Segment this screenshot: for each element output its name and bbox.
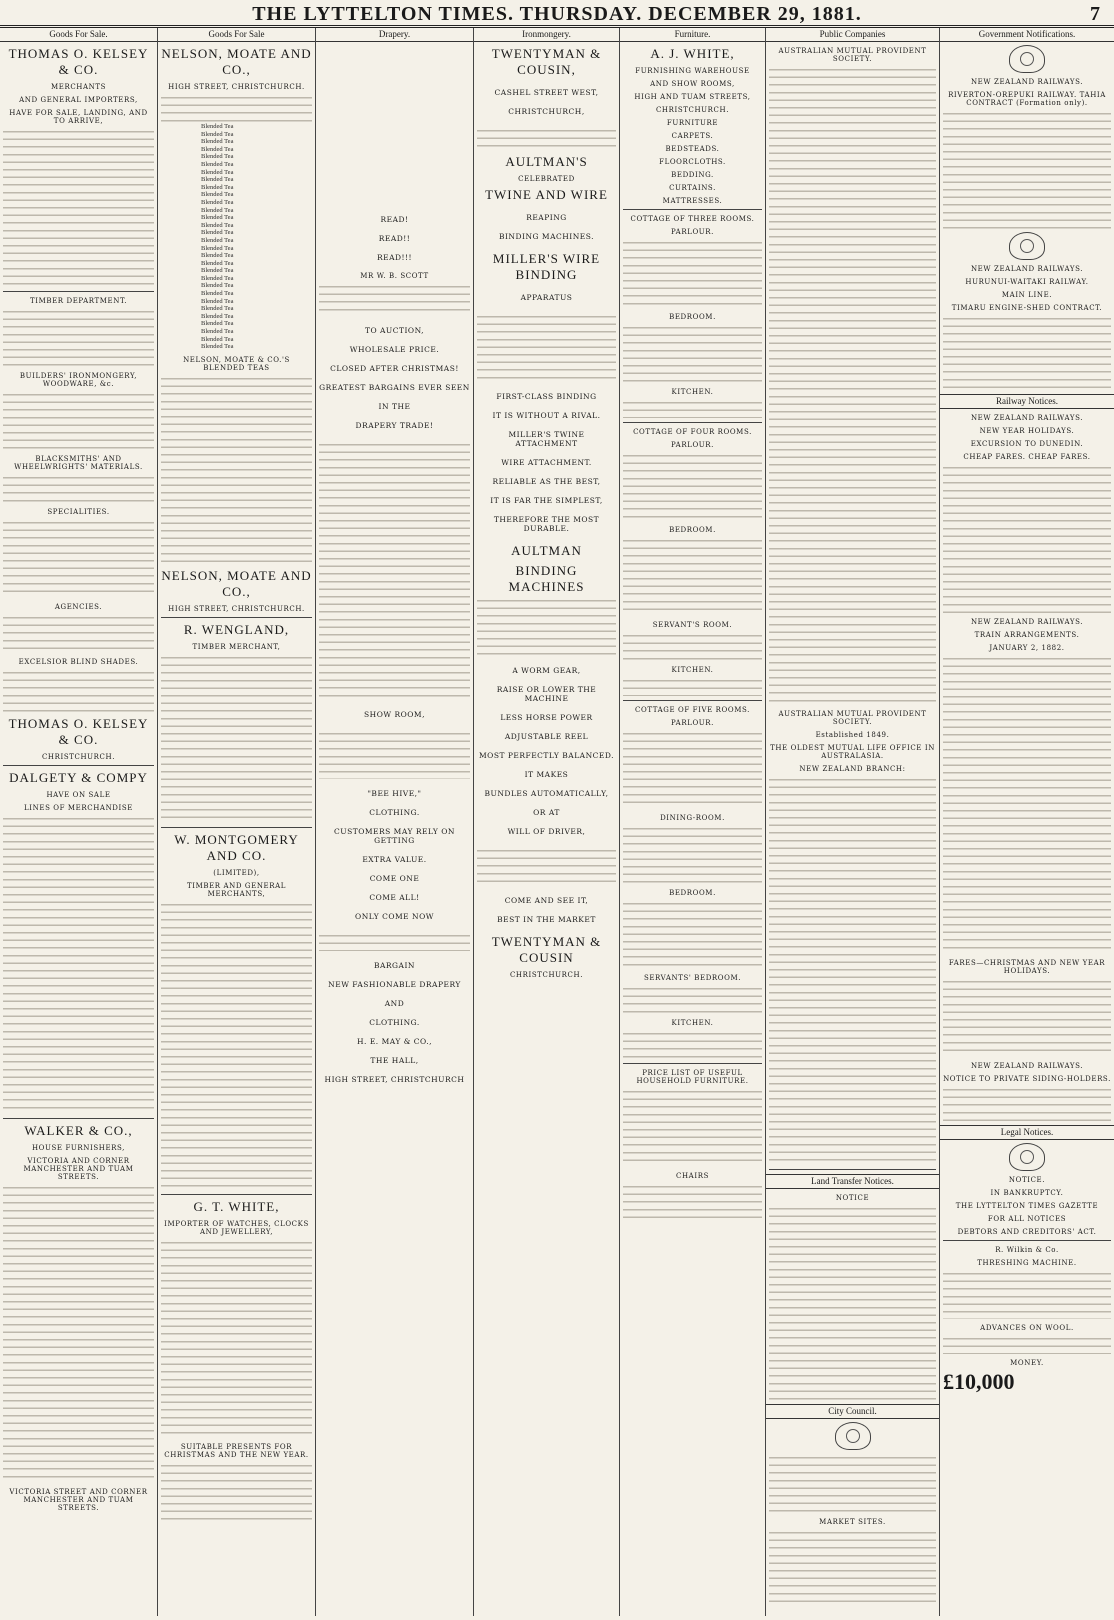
royal-arms-icon bbox=[1009, 1143, 1045, 1171]
notice-body-text bbox=[943, 314, 1111, 394]
notice-heading: NEW ZEALAND RAILWAYS. bbox=[970, 414, 1084, 422]
ad-shout: CUSTOMERS MAY RELY ON GETTING bbox=[334, 827, 455, 845]
notice-heading: NEW ZEALAND RAILWAYS. bbox=[970, 265, 1084, 273]
room-heading: KITCHEN. bbox=[671, 388, 714, 396]
ad-body-text bbox=[3, 613, 154, 653]
divider bbox=[161, 617, 312, 618]
notice-heading: NEW ZEALAND RAILWAYS. bbox=[970, 1062, 1084, 1070]
room-heading: KITCHEN. bbox=[671, 666, 714, 674]
ad-shout: IT IS WITHOUT A RIVAL. bbox=[492, 411, 601, 420]
ad-subtitle: LINES OF MERCHANDISE bbox=[24, 804, 133, 812]
notice-subtitle: MAIN LINE. bbox=[1001, 291, 1053, 299]
column-header: Furniture. bbox=[620, 28, 765, 42]
section-header: Railway Notices. bbox=[940, 394, 1114, 409]
room-heading: BEDROOM. bbox=[669, 889, 716, 897]
blended-tea-line: Blended Tea bbox=[201, 214, 234, 222]
ad-shout: FURNITURE bbox=[666, 119, 719, 127]
money-amount: £10,000 bbox=[943, 1369, 1015, 1394]
advertiser-name: WALKER & CO., bbox=[24, 1123, 133, 1138]
ad-subtitle: CELEBRATED bbox=[518, 175, 575, 183]
columns bbox=[0, 28, 1114, 1616]
blended-tea-line: Blended Tea bbox=[201, 244, 234, 252]
column-header: Goods For Sale. bbox=[0, 28, 157, 42]
ad-body-text bbox=[161, 653, 312, 823]
royal-arms-icon bbox=[1009, 232, 1045, 260]
ad-subtitle: HIGH AND TUAM STREETS, bbox=[634, 93, 751, 101]
blended-tea-line: Blended Tea bbox=[201, 145, 234, 153]
ad-shout: DRAPERY TRADE! bbox=[355, 421, 434, 430]
ad-subtitle: IMPORTER OF WATCHES, CLOCKS AND JEWELLERY, bbox=[164, 1219, 309, 1236]
ad-body-text bbox=[319, 282, 470, 316]
notice-heading: NOTICE. bbox=[1008, 1176, 1046, 1184]
notice-subtitle: IN BANKRUPTCY. bbox=[990, 1189, 1064, 1197]
blended-tea-line: Blended Tea bbox=[201, 274, 234, 282]
section-heading: COTTAGE OF FOUR ROOMS. bbox=[633, 428, 752, 436]
room-heading: PARLOUR. bbox=[671, 228, 714, 236]
ad-subtitle: AND SHOW ROOMS, bbox=[650, 80, 735, 88]
blended-tea-line: Blended Tea bbox=[201, 176, 234, 184]
price-list bbox=[623, 398, 762, 418]
notice-body-text bbox=[769, 1528, 936, 1608]
ad-shout: CLOSED AFTER CHRISTMAS! bbox=[330, 364, 459, 373]
ad-shout: "BEE HIVE," bbox=[367, 789, 422, 798]
ad-shout: WILL OF DRIVER, bbox=[507, 827, 586, 836]
ad-shout: RELIABLE AS THE BEST, bbox=[492, 477, 601, 486]
ad-subtitle: TIMBER MERCHANT, bbox=[192, 642, 281, 651]
ad-body-text bbox=[477, 126, 616, 150]
advertiser-name: R. WENGLAND, bbox=[183, 621, 290, 637]
ad-shout: THE HALL, bbox=[370, 1056, 419, 1065]
advertiser-name: TWENTYMAN & COUSIN, bbox=[491, 46, 602, 77]
blended-tea-list bbox=[161, 123, 312, 351]
ad-shout: APPARATUS bbox=[520, 293, 573, 302]
ad-shout: TO AUCTION, bbox=[364, 326, 425, 335]
ad-body-text bbox=[477, 596, 616, 656]
ad-body-text bbox=[161, 374, 312, 564]
blended-tea-line: Blended Tea bbox=[201, 343, 234, 351]
price-list bbox=[623, 824, 762, 884]
notice-subtitle: FOR ALL NOTICES bbox=[987, 1215, 1067, 1223]
ad-address: CHRISTCHURCH. bbox=[655, 106, 730, 114]
masthead-title: THE LYTTELTON TIMES. THURSDAY. DECEMBER 29, 1881. bbox=[252, 3, 862, 25]
ad-shout: READ!!! bbox=[376, 253, 413, 262]
notice-subtitle: TIMARU ENGINE-SHED CONTRACT. bbox=[951, 304, 1103, 312]
ad-footer: VICTORIA STREET AND CORNER MANCHESTER AND TUAM STREETS. bbox=[9, 1488, 148, 1512]
section-header: City Council. bbox=[766, 1404, 939, 1419]
ad-shout: BARGAIN bbox=[373, 961, 415, 970]
price-list bbox=[623, 1182, 762, 1222]
notice-body-text bbox=[943, 463, 1111, 613]
divider bbox=[161, 1194, 312, 1195]
notice-subtitle: THE OLDEST MUTUAL LIFE OFFICE IN AUSTRALASIA. bbox=[770, 744, 935, 760]
ad-body-text bbox=[3, 1183, 154, 1483]
blended-tea-line: Blended Tea bbox=[201, 153, 234, 161]
ad-shout: WHOLESALE PRICE. bbox=[349, 345, 440, 354]
blended-tea-line: Blended Tea bbox=[201, 252, 234, 260]
ad-shout: MOST PERFECTLY BALANCED. bbox=[478, 751, 614, 760]
ad-subtitle: HAVE ON SALE bbox=[46, 791, 111, 799]
price-list bbox=[623, 676, 762, 696]
notice-subtitle: TRAIN ARRANGEMENTS. bbox=[974, 631, 1080, 639]
notice-body-text bbox=[769, 1453, 936, 1513]
masthead-rule bbox=[0, 25, 1114, 26]
blended-tea-line: Blended Tea bbox=[201, 282, 234, 290]
ad-body-text bbox=[477, 312, 616, 382]
ad-shout: READ! bbox=[380, 215, 409, 224]
ad-shout: IT IS FAR THE SIMPLEST, bbox=[490, 496, 603, 505]
city-seal-icon bbox=[835, 1422, 871, 1450]
blended-tea-line: Blended Tea bbox=[201, 328, 234, 336]
notice-heading: R. Wilkin & Co. bbox=[995, 1246, 1059, 1254]
notice-subtitle: HURUNUI-WAITAKI RAILWAY. bbox=[965, 278, 1089, 286]
section-heading: COTTAGE OF THREE ROOMS. bbox=[630, 215, 755, 223]
notice-heading: MONEY. bbox=[1010, 1359, 1044, 1367]
notice-subtitle: JANUARY 2, 1882. bbox=[989, 644, 1065, 652]
divider bbox=[623, 209, 762, 210]
section-heading: TIMBER DEPARTMENT. bbox=[29, 297, 128, 305]
price-list bbox=[623, 631, 762, 661]
section-heading: NELSON, MOATE & CO.'S BLENDED TEAS bbox=[183, 355, 290, 372]
section-header: Land Transfer Notices. bbox=[766, 1174, 939, 1189]
ad-shout: RAISE OR LOWER THE MACHINE bbox=[496, 685, 597, 703]
ad-shout: FLOORCLOTHS. bbox=[659, 158, 726, 166]
ad-subtitle: HOUSE FURNISHERS, bbox=[31, 1144, 126, 1152]
ad-shout: COME ALL! bbox=[369, 893, 420, 902]
room-heading: SERVANT'S ROOM. bbox=[652, 621, 733, 629]
blended-tea-line: Blended Tea bbox=[201, 290, 234, 298]
notice-heading: ADVANCES ON WOOL. bbox=[980, 1324, 1074, 1332]
ad-shout: MILLER'S TWINE ATTACHMENT bbox=[508, 430, 585, 448]
ad-address: CHRISTCHURCH. bbox=[509, 971, 584, 979]
column-goods-for-sale-2 bbox=[158, 28, 316, 1616]
blended-tea-line: Blended Tea bbox=[201, 130, 234, 138]
section-header: Legal Notices. bbox=[940, 1125, 1114, 1140]
ad-shout: ADJUSTABLE REEL bbox=[504, 732, 589, 741]
notice-body-text bbox=[769, 1204, 936, 1404]
ad-shout: AULTMAN'S bbox=[505, 154, 588, 169]
section-heading: PRICE LIST OF USEFUL HOUSEHOLD FURNITURE. bbox=[636, 1069, 749, 1085]
ad-shout: ONLY COME NOW bbox=[355, 912, 434, 921]
advertiser-name: G. T. WHITE, bbox=[193, 1198, 280, 1214]
notice-body-text bbox=[769, 775, 936, 1165]
ad-subtitle: CASHEL STREET WEST, bbox=[494, 88, 599, 97]
room-heading: DINING-ROOM. bbox=[660, 814, 725, 822]
ad-shout: H. E. MAY & CO., bbox=[357, 1037, 432, 1046]
ad-shout: MATTRESSES. bbox=[662, 197, 723, 205]
blended-tea-line: Blended Tea bbox=[201, 198, 234, 206]
advertiser-name: NELSON, MOATE AND CO., bbox=[161, 567, 312, 599]
masthead bbox=[0, 0, 1114, 26]
ad-shout: BEDSTEADS. bbox=[665, 145, 720, 153]
notice-body-text bbox=[943, 1269, 1111, 1319]
blended-tea-line: Blended Tea bbox=[201, 206, 234, 214]
notice-body-text bbox=[943, 1334, 1111, 1354]
notice-heading: NOTICE bbox=[835, 1194, 870, 1202]
price-list bbox=[623, 1087, 762, 1167]
ad-shout: COME AND SEE IT, bbox=[504, 896, 589, 905]
notice-subtitle: THE LYTTELTON TIMES GAZETTE bbox=[955, 1202, 1099, 1210]
ad-shout: AULTMAN bbox=[511, 543, 582, 558]
notice-heading: NEW ZEALAND RAILWAYS. bbox=[970, 78, 1084, 86]
ad-shout: BUNDLES AUTOMATICALLY, bbox=[484, 789, 609, 798]
ad-shout: IN THE bbox=[378, 402, 411, 411]
price-list bbox=[623, 984, 762, 1014]
notice-subtitle: RIVERTON-OREPUKI RAILWAY. TAHIA CONTRACT (Formation only). bbox=[948, 91, 1106, 107]
section-heading: AGENCIES. bbox=[54, 603, 103, 611]
ad-shout: GREATEST BARGAINS EVER SEEN bbox=[319, 383, 470, 392]
ad-shout: EXTRA VALUE. bbox=[362, 855, 427, 864]
blended-tea-line: Blended Tea bbox=[201, 229, 234, 237]
ad-shout: MILLER'S WIRE BINDING bbox=[492, 251, 601, 282]
ad-body-text bbox=[319, 729, 470, 779]
column-header: Public Companies bbox=[766, 28, 939, 42]
price-list bbox=[623, 323, 762, 383]
advertiser-name: THOMAS O. KELSEY & CO. bbox=[8, 716, 149, 747]
ad-shout: CURTAINS. bbox=[669, 184, 716, 192]
column-public-companies bbox=[766, 28, 940, 1616]
notice-subtitle: THRESHING MACHINE. bbox=[977, 1259, 1077, 1267]
advertiser-name: TWENTYMAN & COUSIN bbox=[491, 934, 602, 965]
ad-subtitle: CHRISTCHURCH, bbox=[508, 107, 585, 116]
royal-arms-icon bbox=[1009, 45, 1045, 73]
ad-body-text bbox=[3, 668, 154, 712]
ad-body-text bbox=[477, 846, 616, 886]
blended-tea-line: Blended Tea bbox=[201, 259, 234, 267]
page-number: 7 bbox=[1090, 3, 1100, 25]
column-header: Drapery. bbox=[316, 28, 473, 42]
ad-body-text bbox=[3, 127, 154, 287]
notice-subtitle: NEW YEAR HOLIDAYS. bbox=[979, 427, 1075, 435]
ad-shout: COME ONE bbox=[369, 874, 420, 883]
ad-shout: CLOTHING. bbox=[369, 1018, 420, 1027]
blended-tea-line: Blended Tea bbox=[201, 267, 234, 275]
advertiser-name: DALGETY & COMPY bbox=[9, 770, 148, 785]
divider bbox=[623, 700, 762, 701]
room-heading: SERVANTS' BEDROOM. bbox=[643, 974, 742, 982]
ad-body-text bbox=[161, 1238, 312, 1438]
ad-body-text bbox=[3, 518, 154, 598]
notice-subtitle: Established 1849. bbox=[815, 731, 890, 739]
ad-body-text bbox=[3, 390, 154, 450]
ad-subtitle: MR W. B. SCOTT bbox=[360, 272, 429, 280]
price-list bbox=[623, 1029, 762, 1059]
blended-tea-line: Blended Tea bbox=[201, 320, 234, 328]
price-list bbox=[623, 899, 762, 969]
ad-shout: HIGH STREET, CHRISTCHURCH bbox=[324, 1075, 465, 1084]
notice-subtitle: CHEAP FARES. CHEAP FARES. bbox=[963, 453, 1091, 461]
ad-body-text bbox=[3, 814, 154, 1114]
ad-shout: THEREFORE THE MOST DURABLE. bbox=[493, 515, 600, 533]
notice-subtitle: NOTICE TO PRIVATE SIDING-HOLDERS. bbox=[943, 1075, 1111, 1083]
ad-shout: CARPETS. bbox=[671, 132, 714, 140]
notice-subtitle: DEBTORS AND CREDITORS' ACT. bbox=[957, 1228, 1097, 1236]
blended-tea-line: Blended Tea bbox=[201, 305, 234, 313]
column-header: Ironmongery. bbox=[474, 28, 619, 42]
price-list bbox=[623, 451, 762, 521]
ad-shout: OR AT bbox=[533, 808, 560, 817]
notice-heading: FARES—CHRISTMAS AND NEW YEAR HOLIDAYS. bbox=[948, 959, 1106, 975]
ad-shout: WIRE ATTACHMENT. bbox=[501, 458, 592, 467]
divider bbox=[943, 1240, 1111, 1241]
notice-subtitle: NEW ZEALAND BRANCH: bbox=[799, 765, 906, 773]
divider bbox=[161, 827, 312, 828]
ad-shout: BEST IN THE MARKET bbox=[497, 915, 596, 924]
ad-shout: AND bbox=[384, 999, 405, 1008]
ad-address: HIGH STREET, CHRISTCHURCH. bbox=[168, 83, 305, 91]
notice-body-text bbox=[943, 109, 1111, 229]
ad-body-text bbox=[161, 1461, 312, 1521]
ad-address: CHRISTCHURCH. bbox=[41, 753, 116, 761]
ad-subtitle: TIMBER AND GENERAL MERCHANTS, bbox=[186, 881, 287, 898]
ad-body-text bbox=[3, 307, 154, 367]
ad-subtitle: (LIMITED), bbox=[213, 868, 260, 877]
divider bbox=[3, 765, 154, 766]
notice-heading: AUSTRALIAN MUTUAL PROVIDENT SOCIETY. bbox=[778, 47, 927, 63]
section-heading: SUITABLE PRESENTS FOR CHRISTMAS AND THE NEW YEAR. bbox=[164, 1442, 309, 1459]
blended-tea-line: Blended Tea bbox=[201, 335, 234, 343]
column-government-notifications bbox=[940, 28, 1114, 1616]
ad-shout: FIRST-CLASS BINDING bbox=[496, 392, 597, 401]
blended-tea-line: Blended Tea bbox=[201, 183, 234, 191]
ad-shout: REAPING bbox=[526, 213, 567, 222]
blended-tea-line: Blended Tea bbox=[201, 221, 234, 229]
divider bbox=[3, 1118, 154, 1119]
column-drapery bbox=[316, 28, 474, 1616]
section-heading: COTTAGE OF FIVE ROOMS. bbox=[635, 706, 750, 714]
section-heading: EXCELSIOR BLIND SHADES. bbox=[18, 658, 139, 666]
blended-tea-line: Blended Tea bbox=[201, 168, 234, 176]
notice-heading: AUSTRALIAN MUTUAL PROVIDENT SOCIETY. bbox=[778, 710, 927, 726]
blended-tea-line: Blended Tea bbox=[201, 297, 234, 305]
notice-subtitle: EXCURSION TO DUNEDIN. bbox=[970, 440, 1084, 448]
advertiser-name: A. J. WHITE, bbox=[650, 46, 735, 61]
section-heading: BUILDERS' IRONMONGERY, WOODWARE, &c. bbox=[19, 372, 138, 388]
price-list bbox=[623, 536, 762, 616]
section-heading: BLACKSMITHS' AND WHEELWRIGHTS' MATERIALS. bbox=[14, 455, 143, 471]
ad-address: HIGH STREET, CHRISTCHURCH. bbox=[168, 604, 305, 613]
ad-body-text bbox=[319, 440, 470, 700]
ad-subtitle: AND GENERAL IMPORTERS, bbox=[19, 96, 138, 104]
divider bbox=[623, 1063, 762, 1064]
column-goods-for-sale-1 bbox=[0, 28, 158, 1616]
room-heading: PARLOUR. bbox=[671, 441, 714, 449]
notice-body-text bbox=[943, 1085, 1111, 1125]
column-ironmongery bbox=[474, 28, 620, 1616]
ad-shout: READ!! bbox=[378, 234, 411, 243]
advertiser-name: W. MONTGOMERY AND CO. bbox=[174, 831, 299, 863]
ad-subtitle: HAVE FOR SALE, LANDING, AND TO ARRIVE, bbox=[9, 109, 148, 125]
ad-subtitle: VICTORIA AND CORNER MANCHESTER AND TUAM STREETS. bbox=[23, 1157, 134, 1181]
ad-shout: CLOTHING. bbox=[369, 808, 420, 817]
room-heading: KITCHEN. bbox=[671, 1019, 714, 1027]
notice-body-text bbox=[943, 977, 1111, 1057]
room-heading: PARLOUR. bbox=[671, 719, 714, 727]
ad-shout: IT MAKES bbox=[524, 770, 569, 779]
blended-tea-line: Blended Tea bbox=[201, 160, 234, 168]
blended-tea-line: Blended Tea bbox=[201, 312, 234, 320]
ad-shout: TWINE AND WIRE bbox=[485, 187, 608, 202]
advertiser-name: THOMAS O. KELSEY & CO. bbox=[8, 46, 149, 77]
ad-shout: SHOW ROOM, bbox=[364, 710, 425, 719]
price-list bbox=[623, 238, 762, 308]
ad-shout: NEW FASHIONABLE DRAPERY bbox=[328, 980, 461, 989]
price-list bbox=[623, 729, 762, 809]
ad-body-text bbox=[161, 900, 312, 1190]
divider bbox=[769, 1169, 936, 1170]
ad-subtitle: FURNISHING WAREHOUSE bbox=[635, 67, 750, 75]
column-header: Government Notifications. bbox=[940, 28, 1114, 42]
blended-tea-line: Blended Tea bbox=[201, 236, 234, 244]
column-header: Goods For Sale bbox=[158, 28, 315, 42]
ad-shout: A WORM GEAR, bbox=[512, 666, 581, 675]
ad-body-text bbox=[3, 473, 154, 503]
room-heading: CHAIRS bbox=[676, 1172, 709, 1180]
ad-body-text bbox=[319, 931, 470, 951]
ad-shout: BINDING MACHINES. bbox=[498, 232, 595, 241]
divider bbox=[623, 422, 762, 423]
section-heading: SPECIALITIES. bbox=[47, 508, 110, 516]
ad-shout: BEDDING. bbox=[671, 171, 714, 179]
notice-body-text bbox=[943, 654, 1111, 954]
blended-tea-line: Blended Tea bbox=[201, 138, 234, 146]
column-furniture bbox=[620, 28, 766, 1616]
advertiser-name: NELSON, MOATE AND CO., bbox=[161, 46, 312, 77]
ad-shout: LESS HORSE POWER bbox=[500, 713, 593, 722]
room-heading: BEDROOM. bbox=[669, 313, 716, 321]
blended-tea-line: Blended Tea bbox=[201, 191, 234, 199]
divider bbox=[3, 291, 154, 292]
ad-shout: BINDING MACHINES bbox=[508, 563, 585, 594]
notice-heading: NEW ZEALAND RAILWAYS. bbox=[970, 618, 1084, 626]
notice-heading: MARKET SITES. bbox=[819, 1518, 886, 1526]
ad-body-text bbox=[161, 93, 312, 123]
blended-tea-line: Blended Tea bbox=[201, 123, 234, 130]
room-heading: BEDROOM. bbox=[669, 526, 716, 534]
notice-body-text bbox=[769, 65, 936, 705]
ad-subtitle: MERCHANTS bbox=[50, 83, 107, 91]
